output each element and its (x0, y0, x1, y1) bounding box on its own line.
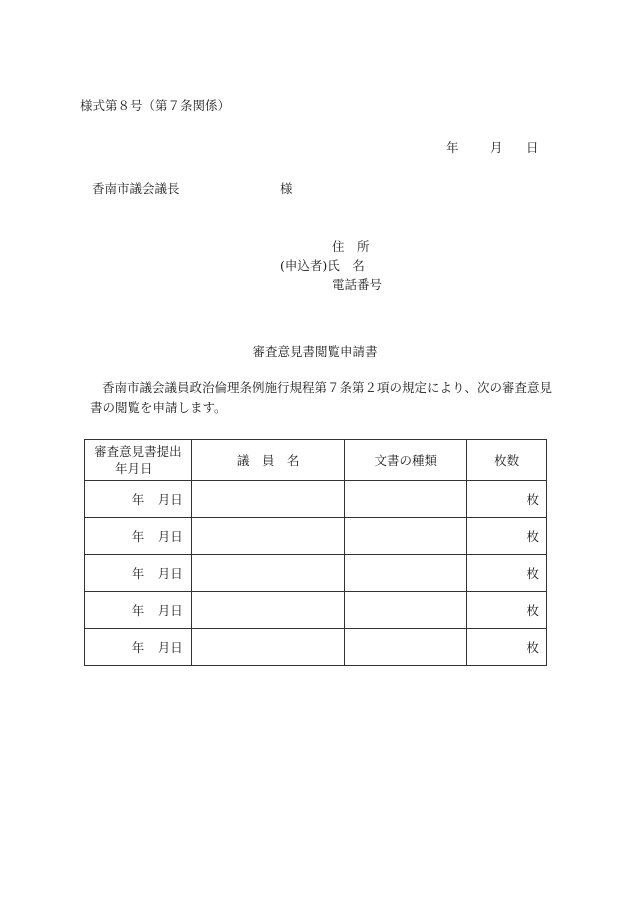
header-submit-date (85, 440, 192, 481)
row-date[interactable] (85, 555, 192, 592)
entries-table (84, 439, 547, 666)
addressee (92, 179, 293, 197)
row-month: 月 (157, 529, 171, 544)
table-header-row (85, 440, 547, 481)
row-year: 年 (131, 566, 145, 581)
row-date[interactable] (85, 592, 192, 629)
row-count[interactable]: 枚 (467, 555, 547, 592)
applicant-name-label: 氏 名 (327, 258, 365, 273)
header-submit-date-line2: 年月日 (115, 461, 153, 476)
applicant-prefix: (申込者) (280, 258, 328, 273)
row-doc-type[interactable] (345, 555, 467, 592)
table-row (85, 555, 547, 592)
date-month: 月 (490, 140, 503, 155)
document-title: 審査意見書閲覧申請書 (252, 344, 378, 359)
form-number: 様式第８号（第７条関係） (80, 98, 231, 113)
date-day: 日 (526, 140, 539, 155)
row-year: 年 (131, 529, 145, 544)
row-day: 日 (170, 640, 183, 655)
row-member-name[interactable] (191, 629, 345, 666)
date-year: 年 (446, 140, 459, 155)
row-date[interactable] (85, 481, 192, 518)
row-month: 月 (157, 603, 171, 618)
row-member-name[interactable] (191, 481, 345, 518)
row-member-name[interactable] (191, 555, 345, 592)
addressee-honorific: 様 (280, 181, 293, 196)
applicant-address-label: 住 所 (332, 239, 370, 254)
table-row (85, 518, 547, 555)
row-doc-type[interactable] (345, 518, 467, 555)
applicant-block (280, 237, 382, 294)
row-count[interactable]: 枚 (467, 592, 547, 629)
row-day: 日 (170, 529, 183, 544)
header-count: 枚数 (467, 440, 547, 481)
row-year: 年 (131, 603, 145, 618)
row-count[interactable]: 枚 (467, 518, 547, 555)
applicant-name-row (280, 256, 382, 275)
row-month: 月 (157, 566, 171, 581)
row-count[interactable]: 枚 (467, 481, 547, 518)
row-day: 日 (170, 492, 183, 507)
row-doc-type[interactable] (345, 481, 467, 518)
row-date[interactable] (85, 518, 192, 555)
row-member-name[interactable] (191, 518, 345, 555)
header-member-name: 議 員 名 (191, 440, 345, 481)
row-count[interactable]: 枚 (467, 629, 547, 666)
row-day: 日 (170, 603, 183, 618)
addressee-name: 香南市議会議長 (92, 181, 180, 196)
row-date[interactable] (85, 629, 192, 666)
row-year: 年 (131, 640, 145, 655)
date-line (446, 138, 539, 156)
row-member-name[interactable] (191, 592, 345, 629)
header-doc-type: 文書の種類 (345, 440, 467, 481)
row-month: 月 (157, 492, 171, 507)
row-year: 年 (131, 492, 145, 507)
body-text: 香南市議会議員政治倫理条例施行規程第７条第２項の規定により、次の審査意見書の閲覧を申請します。 (90, 380, 553, 415)
row-month: 月 (157, 640, 171, 655)
row-day: 日 (170, 566, 183, 581)
table-row (85, 629, 547, 666)
applicant-phone-label: 電話番号 (332, 277, 383, 292)
table-row (85, 481, 547, 518)
row-doc-type[interactable] (345, 629, 467, 666)
table-row (85, 592, 547, 629)
row-doc-type[interactable] (345, 592, 467, 629)
header-submit-date-line1: 審査意見書提出 (94, 444, 182, 459)
